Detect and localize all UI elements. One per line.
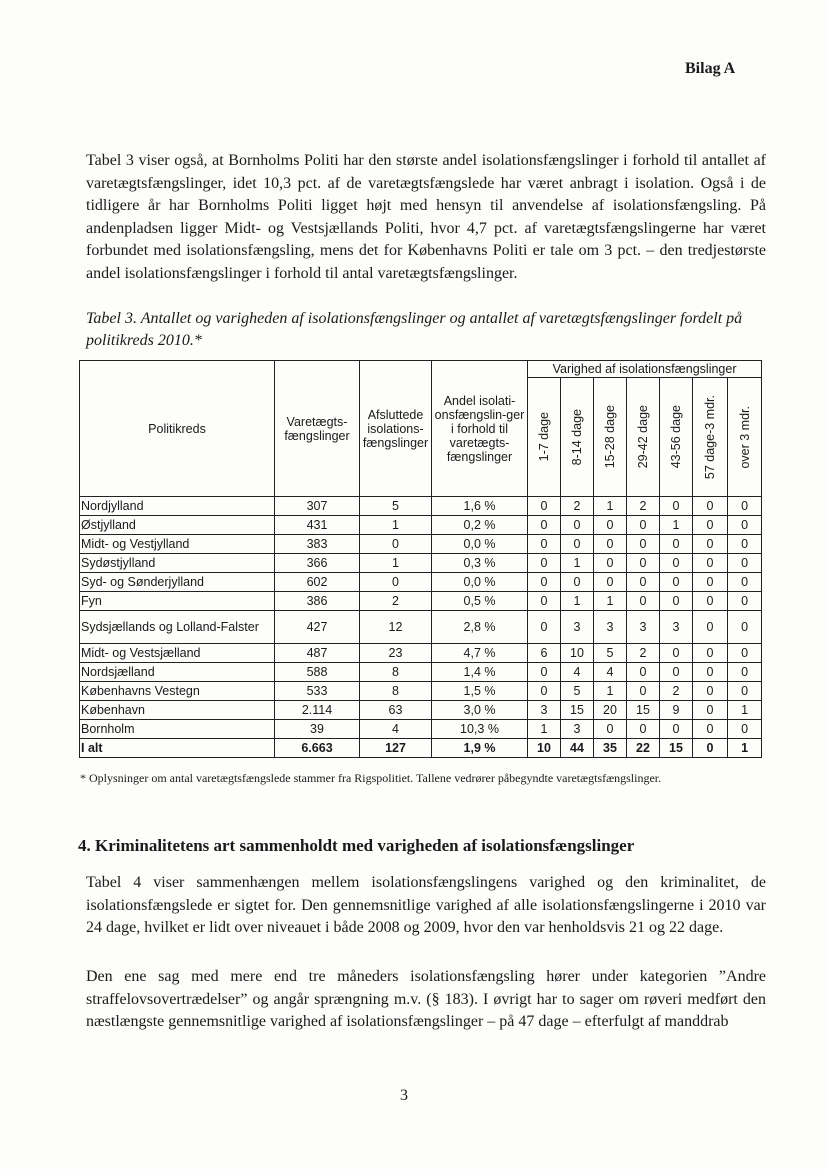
duration-cell: 0 [627, 535, 660, 554]
header-completed: Afsluttede isolations-fængslinger [360, 361, 432, 497]
completed-cell: 63 [360, 701, 432, 720]
custody-cell: 588 [275, 663, 360, 682]
duration-cell: 0 [728, 663, 762, 682]
completed-cell: 23 [360, 644, 432, 663]
duration-cell: 1 [728, 701, 762, 720]
duration-cell: 0 [561, 573, 594, 592]
custody-cell: 2.114 [275, 701, 360, 720]
duration-cell: 0 [528, 663, 561, 682]
header-duration-2: 15-28 dage [594, 378, 627, 497]
intro-paragraph: Tabel 3 viser også, at Bornholms Politi har den største andel isolationsfængslinger i forhold til antallet af varetægtsfængslinger, idet 10,3 pct. af de varetægtsfængslede har været anbragt i isolation. Også i de tidligere år har Bornholms Politi ligget højt med hensyn til anvendelse af isolationsfængsling. På andenpladsen ligger Midt- og Vestsjællands Politi, hvor 4,7 pct. af varetægtsfængslingerne har været forbundet med isolationsfængsling, mens det for Københavns Politi er tale om 3 pct. – den tredjestørste andel isolationsfængslinger i forhold til antal varetægtsfængslinger. [86, 152, 766, 282]
section-heading: 4. Kriminalitetens art sammenholdt med varigheden af isolationsfængslinger [78, 836, 635, 855]
duration-cell: 44 [561, 739, 594, 758]
duration-cell: 4 [561, 663, 594, 682]
district-cell: Midt- og Vestjylland [80, 535, 275, 554]
duration-cell: 0 [627, 516, 660, 535]
duration-cell: 0 [660, 497, 693, 516]
completed-cell: 0 [360, 535, 432, 554]
duration-cell: 3 [594, 611, 627, 644]
duration-cell: 5 [561, 682, 594, 701]
section-paragraph-2: Den ene sag med mere end tre måneders isolationsfængsling hører under kategorien ”Andre straffelovsovertrædelser” og angår sprængning m.v. (§ 183). I øvrigt har to sager om røveri medført den næstlængste gennemsnitlige varighed af isolationsfængslinger – på 47 dage – efterfulgt af manddrab [86, 968, 766, 1030]
duration-cell: 35 [594, 739, 627, 758]
duration-cell: 0 [693, 701, 728, 720]
district-cell: Syd- og Sønderjylland [80, 573, 275, 592]
header-duration-5: 57 dage-3 mdr. [693, 378, 728, 497]
duration-cell: 3 [627, 611, 660, 644]
completed-cell: 4 [360, 720, 432, 739]
duration-cell: 0 [728, 573, 762, 592]
duration-cell: 0 [594, 720, 627, 739]
share-cell: 2,8 % [432, 611, 528, 644]
duration-cell: 0 [693, 497, 728, 516]
duration-cell: 0 [528, 611, 561, 644]
custody-cell: 39 [275, 720, 360, 739]
duration-cell: 0 [528, 554, 561, 573]
table-row [80, 554, 762, 573]
duration-cell: 0 [660, 535, 693, 554]
completed-cell: 1 [360, 516, 432, 535]
district-cell: Nordsjælland [80, 663, 275, 682]
table-row [80, 573, 762, 592]
duration-cell: 0 [728, 720, 762, 739]
share-cell: 0,0 % [432, 535, 528, 554]
custody-cell: 533 [275, 682, 360, 701]
completed-cell: 8 [360, 663, 432, 682]
header-duration-4: 43-56 dage [660, 378, 693, 497]
share-cell: 4,7 % [432, 644, 528, 663]
duration-cell: 10 [528, 739, 561, 758]
duration-cell: 2 [561, 497, 594, 516]
duration-cell: 0 [693, 644, 728, 663]
custody-cell: 6.663 [275, 739, 360, 758]
district-cell: Østjylland [80, 516, 275, 535]
custody-cell: 366 [275, 554, 360, 573]
table-row [80, 663, 762, 682]
duration-cell: 0 [528, 535, 561, 554]
duration-cell: 20 [594, 701, 627, 720]
duration-cell: 0 [561, 516, 594, 535]
duration-cell: 0 [728, 644, 762, 663]
duration-cell: 1 [528, 720, 561, 739]
duration-cell: 0 [528, 497, 561, 516]
share-cell: 1,5 % [432, 682, 528, 701]
duration-cell: 0 [594, 535, 627, 554]
duration-cell: 0 [528, 592, 561, 611]
share-cell: 3,0 % [432, 701, 528, 720]
duration-cell: 0 [528, 516, 561, 535]
share-cell: 0,3 % [432, 554, 528, 573]
duration-cell: 0 [627, 554, 660, 573]
duration-cell: 0 [594, 573, 627, 592]
district-cell: København [80, 701, 275, 720]
duration-cell: 0 [728, 611, 762, 644]
duration-cell: 1 [728, 739, 762, 758]
duration-cell: 3 [528, 701, 561, 720]
duration-cell: 10 [561, 644, 594, 663]
table-row [80, 592, 762, 611]
duration-cell: 0 [693, 611, 728, 644]
duration-cell: 15 [627, 701, 660, 720]
duration-cell: 0 [728, 682, 762, 701]
custody-cell: 602 [275, 573, 360, 592]
table-row [80, 516, 762, 535]
share-cell: 1,4 % [432, 663, 528, 682]
header-duration-0: 1-7 dage [528, 378, 561, 497]
duration-cell: 1 [561, 592, 594, 611]
duration-cell: 0 [728, 535, 762, 554]
duration-cell: 1 [561, 554, 594, 573]
duration-cell: 0 [660, 592, 693, 611]
duration-cell: 2 [627, 497, 660, 516]
duration-cell: 0 [693, 554, 728, 573]
district-cell: Sydsjællands og Lolland-Falster [80, 611, 275, 644]
duration-cell: 0 [528, 682, 561, 701]
duration-cell: 0 [660, 663, 693, 682]
duration-cell: 15 [561, 701, 594, 720]
share-cell: 0,5 % [432, 592, 528, 611]
district-cell: I alt [80, 739, 275, 758]
district-cell: Sydøstjylland [80, 554, 275, 573]
table-row [80, 535, 762, 554]
duration-cell: 0 [728, 497, 762, 516]
share-cell: 1,9 % [432, 739, 528, 758]
page-number: 3 [400, 1087, 408, 1104]
completed-cell: 2 [360, 592, 432, 611]
duration-cell: 9 [660, 701, 693, 720]
header-duration-1: 8-14 dage [561, 378, 594, 497]
duration-cell: 3 [561, 720, 594, 739]
duration-cell: 0 [627, 682, 660, 701]
district-cell: Fyn [80, 592, 275, 611]
table-row [80, 701, 762, 720]
share-cell: 0,2 % [432, 516, 528, 535]
duration-cell: 0 [728, 516, 762, 535]
custody-cell: 427 [275, 611, 360, 644]
duration-cell: 0 [693, 535, 728, 554]
share-cell: 10,3 % [432, 720, 528, 739]
duration-cell: 0 [693, 592, 728, 611]
duration-cell: 0 [660, 720, 693, 739]
duration-cell: 0 [728, 554, 762, 573]
completed-cell: 12 [360, 611, 432, 644]
table-3 [79, 360, 761, 758]
duration-cell: 0 [693, 573, 728, 592]
duration-cell: 0 [660, 573, 693, 592]
table-row [80, 497, 762, 516]
duration-cell: 0 [594, 554, 627, 573]
duration-cell: 0 [528, 573, 561, 592]
duration-cell: 5 [594, 644, 627, 663]
district-cell: Midt- og Vestsjælland [80, 644, 275, 663]
duration-cell: 0 [693, 739, 728, 758]
custody-cell: 431 [275, 516, 360, 535]
table-row [80, 611, 762, 644]
duration-cell: 4 [594, 663, 627, 682]
header-share: Andel isolati-onsfængslin-ger i forhold til varetægts-fængslinger [432, 361, 528, 497]
custody-cell: 383 [275, 535, 360, 554]
duration-cell: 0 [693, 516, 728, 535]
section-paragraph-1: Tabel 4 viser sammenhængen mellem isolationsfængslingens varighed og den kriminalitet, de isolationsfængslede er sigtet for. Den gennemsnitlige varighed af alle isolationsfængslingerne i 2010 var 24 dage, hvilket er lidt over niveauet i både 2008 og 2009, hvor den var henholdsvis 21 og 22 dage. [86, 874, 766, 936]
share-cell: 1,6 % [432, 497, 528, 516]
duration-cell: 0 [660, 554, 693, 573]
duration-cell: 0 [693, 720, 728, 739]
duration-cell: 0 [594, 516, 627, 535]
duration-cell: 0 [627, 592, 660, 611]
duration-cell: 1 [594, 682, 627, 701]
duration-cell: 1 [594, 497, 627, 516]
completed-cell: 0 [360, 573, 432, 592]
duration-cell: 0 [627, 573, 660, 592]
completed-cell: 127 [360, 739, 432, 758]
duration-cell: 3 [660, 611, 693, 644]
duration-cell: 0 [693, 663, 728, 682]
duration-cell: 0 [728, 592, 762, 611]
duration-cell: 0 [627, 663, 660, 682]
appendix-label: Bilag A [685, 60, 736, 77]
custody-cell: 487 [275, 644, 360, 663]
share-cell: 0,0 % [432, 573, 528, 592]
table-row [80, 644, 762, 663]
header-custody: Varetægts-fængslinger [275, 361, 360, 497]
table-row [80, 682, 762, 701]
table-footnote: * Oplysninger om antal varetægtsfængslede stammer fra Rigspolitiet. Tallene vedrører påbegyndte varetægtsfængslinger. [80, 771, 662, 785]
completed-cell: 8 [360, 682, 432, 701]
duration-cell: 0 [693, 682, 728, 701]
duration-cell: 6 [528, 644, 561, 663]
completed-cell: 1 [360, 554, 432, 573]
duration-cell: 2 [627, 644, 660, 663]
duration-cell: 0 [660, 644, 693, 663]
total-row [80, 739, 762, 758]
duration-cell: 0 [561, 535, 594, 554]
duration-cell: 22 [627, 739, 660, 758]
district-cell: Bornholm [80, 720, 275, 739]
custody-cell: 386 [275, 592, 360, 611]
header-duration-group: Varighed af isolationsfængslinger [528, 361, 762, 378]
completed-cell: 5 [360, 497, 432, 516]
header-duration-6: over 3 mdr. [728, 378, 762, 497]
duration-cell: 15 [660, 739, 693, 758]
duration-cell: 1 [660, 516, 693, 535]
header-district: Politikreds [80, 361, 275, 497]
table-caption: Tabel 3. Antallet og varigheden af isolationsfængslinger og antallet af varetægtsfængslinger fordelt på politikreds 2010.* [86, 310, 743, 349]
table-row [80, 720, 762, 739]
district-cell: Nordjylland [80, 497, 275, 516]
duration-cell: 3 [561, 611, 594, 644]
duration-cell: 1 [594, 592, 627, 611]
district-table [79, 360, 762, 758]
custody-cell: 307 [275, 497, 360, 516]
duration-cell: 2 [660, 682, 693, 701]
district-cell: Københavns Vestegn [80, 682, 275, 701]
header-duration-3: 29-42 dage [627, 378, 660, 497]
duration-cell: 0 [627, 720, 660, 739]
